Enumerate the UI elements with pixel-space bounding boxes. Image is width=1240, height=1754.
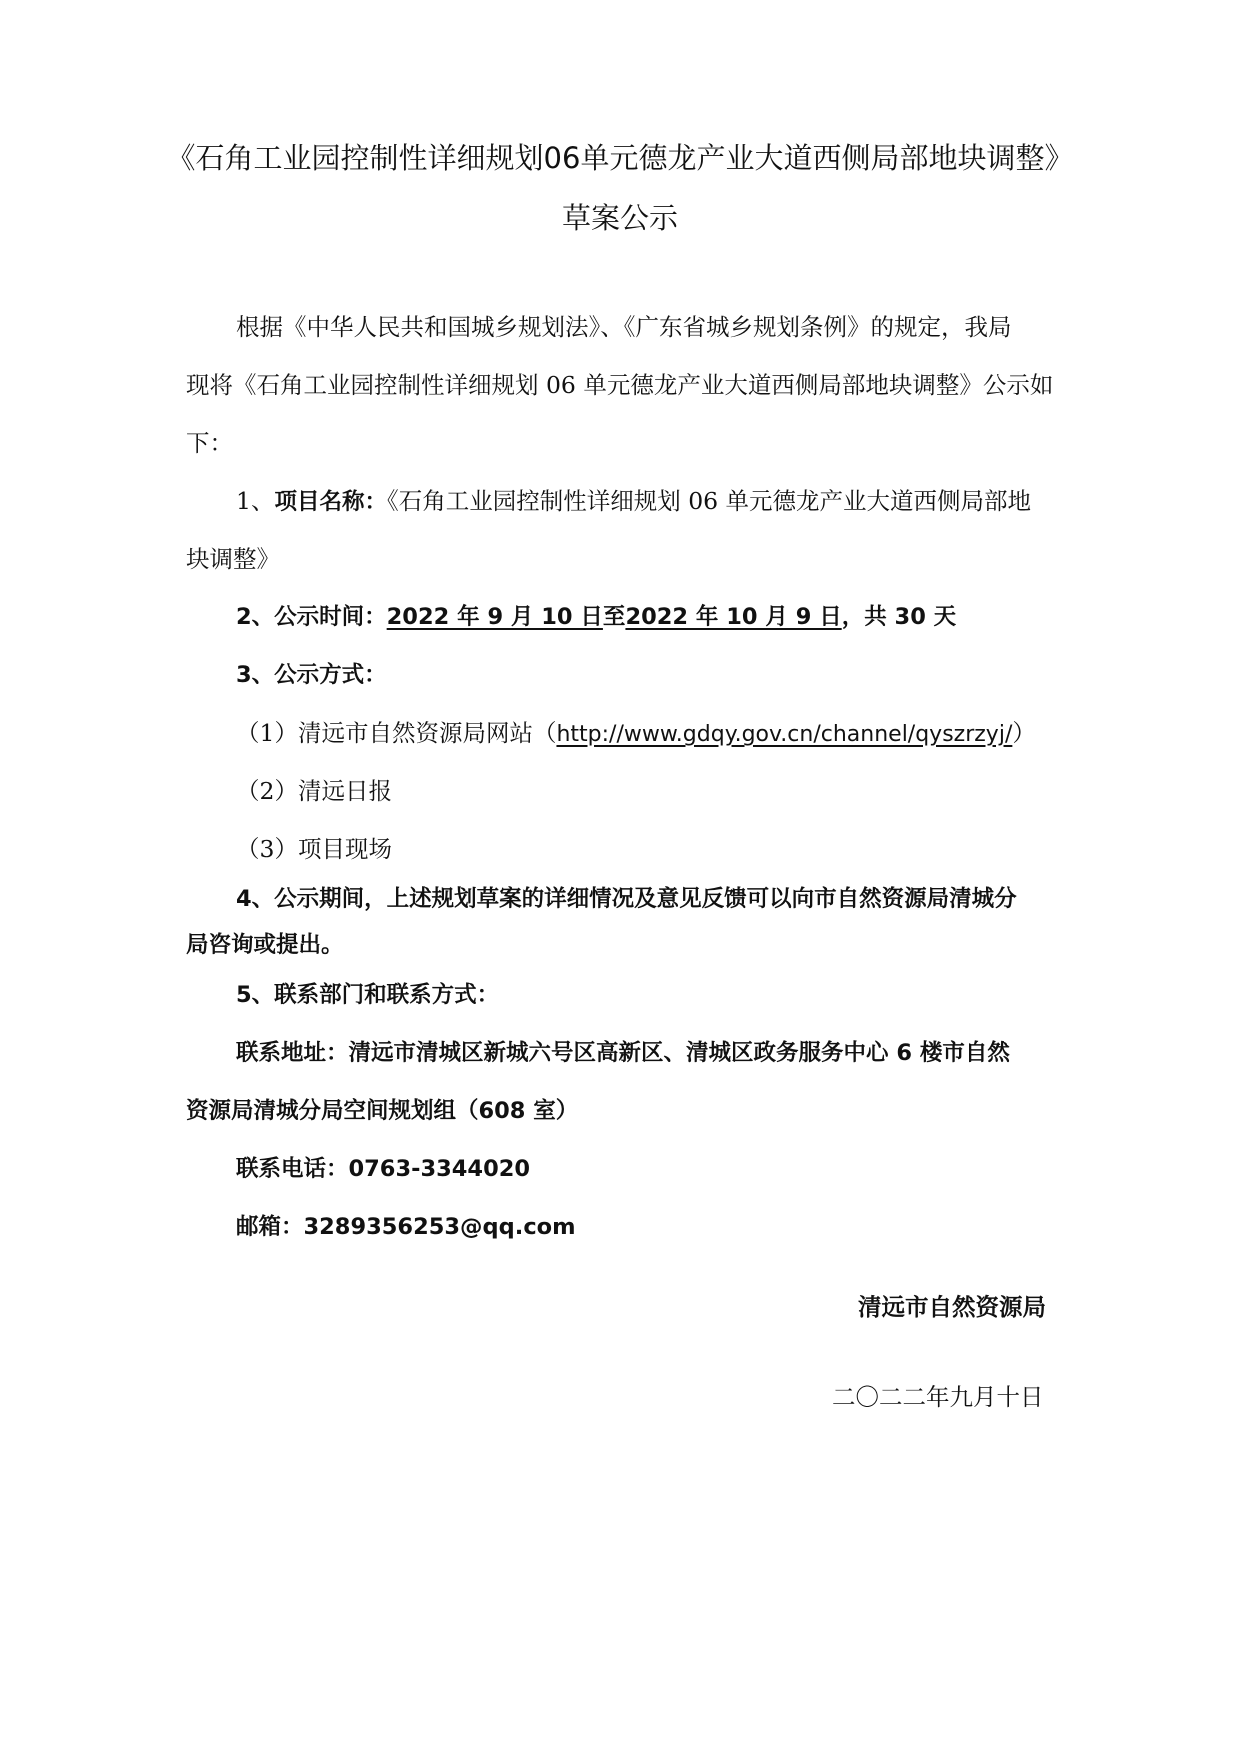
item-4-line-1: 4、公示期间，上述规划草案的详细情况及意见反馈可以向市自然资源局清城分: [236, 886, 1017, 912]
item-2-duration: ，共 30 天: [841, 604, 957, 630]
item-4-line-2: 局咨询或提出。: [186, 932, 344, 958]
item-1-line-1: [236, 487, 1032, 515]
item-2-publicity-period: [236, 606, 956, 629]
method-1-suffix: ）: [1012, 719, 1036, 747]
item-3-label: 3、公示方式：: [236, 662, 387, 688]
item-1-line-2: 块调整》: [186, 545, 280, 573]
item-2-end-date: 2022 年 10 月 9 日: [625, 604, 842, 630]
contact-address-line-1: 联系地址：清远市清城区新城六号区高新区、清城区政务服务中心 6 楼市自然: [236, 1040, 1010, 1066]
intro-paragraph-line-1: 根据《中华人民共和国城乡规划法》、《广东省城乡规划条例》的规定，我局: [236, 313, 1012, 341]
item-1-label: 项目名称：: [274, 489, 387, 515]
contact-phone: 联系电话：0763-3344020: [236, 1156, 531, 1182]
website-link[interactable]: http://www.gdqy.gov.cn/channel/qyszrzyj/: [556, 722, 1013, 747]
intro-paragraph-line-3: 下：: [186, 429, 233, 457]
item-2-label: 2、公示时间：: [236, 604, 387, 630]
contact-address-line-2: 资源局清城分局空间规划组（608 室）: [186, 1098, 579, 1124]
method-3-site: （3）项目现场: [236, 835, 392, 863]
item-2-to: 至: [602, 604, 626, 630]
document-title: 《石角工业园控制性详细规划06单元德龙产业大道西侧局部地块调整》: [166, 141, 1074, 175]
contact-email: 邮箱：3289356253@qq.com: [236, 1214, 576, 1240]
item-5-label: 5、联系部门和联系方式：: [236, 982, 500, 1008]
intro-paragraph-line-2: 现将《石角工业园控制性详细规划 06 单元德龙产业大道西侧局部地块调整》公示如: [186, 371, 1054, 399]
method-1-website: [236, 719, 1036, 747]
method-1-prefix: （1）清远市自然资源局网站（: [236, 719, 557, 747]
signature-date: 二〇二二年九月十日: [832, 1383, 1044, 1411]
item-1-number: 1、: [236, 487, 275, 515]
method-2-newspaper: （2）清远日报: [236, 777, 392, 805]
item-1-value: 《石角工业园控制性详细规划 06 单元德龙产业大道西侧局部地: [386, 487, 1032, 515]
signature-organization: 清远市自然资源局: [858, 1293, 1046, 1321]
document-subtitle: 草案公示: [561, 201, 678, 235]
item-2-start-date: 2022 年 9 月 10 日: [386, 604, 603, 630]
